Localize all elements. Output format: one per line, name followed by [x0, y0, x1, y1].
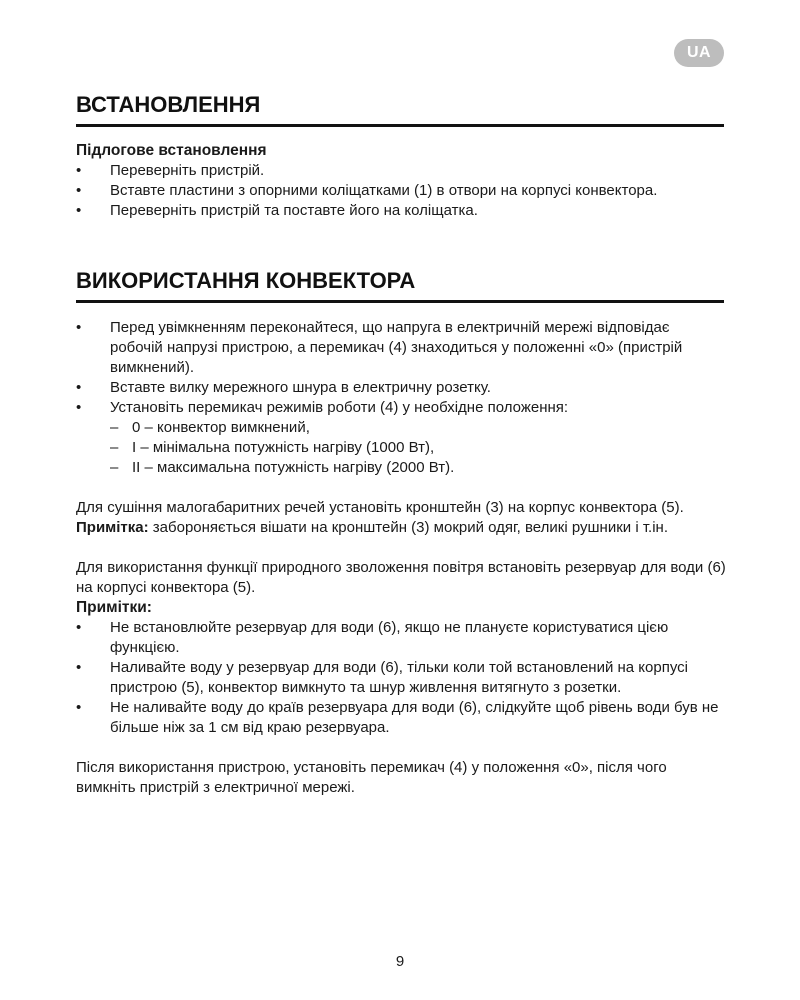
- list-item: • Переверніть пристрій.: [76, 162, 265, 179]
- list-item: • Перед увімкненням переконайтеся, що напруга в електричній мережі відповідає робочій напрузі пристрою, а перемикач (4) знаходиться у положенні «0» (пристрій вимкнений).: [76, 319, 683, 376]
- list-item-text: Переверніть пристрій та поставте його на коліщатка.: [110, 202, 478, 219]
- mode-text: 0 – конвектор вимкнений,: [132, 419, 310, 436]
- subsection-title-floor: Підлогове встановлення: [76, 142, 267, 159]
- paragraph-after-use: Після використання пристрою, установіть перемикач (4) у положення «0», після чого вимкніть пристрій з електричної мережі.: [76, 759, 667, 796]
- language-badge: UA: [674, 39, 724, 67]
- paragraph-bracket: Для сушіння малогабаритних речей установіть кронштейн (3) на корпус конвектора (5).: [76, 499, 684, 516]
- list-item: • Вставте пластини з опорними коліщатками (1) в отвори на корпусі конвектора.: [76, 182, 658, 199]
- section-title-installation: ВСТАНОВЛЕННЯ: [76, 92, 724, 127]
- mode-item: – II – максимальна потужність нагріву (2000 Вт).: [110, 459, 455, 476]
- list-item-text: Не наливайте воду до країв резервуара для води (6), слідкуйте щоб рівень води був не більше ніж за 1 см від краю резервуара.: [110, 699, 719, 736]
- list-item-text: Вставте вилку мережного шнура в електричну розетку.: [110, 379, 491, 396]
- list-item: • Вставте вилку мережного шнура в електричну розетку.: [76, 379, 491, 396]
- note-text: забороняється вішати на кронштейн (3) мокрий одяг, великі рушники і т.ін.: [148, 519, 668, 536]
- mode-item: – 0 – конвектор вимкнений,: [110, 419, 310, 436]
- list-item-text: Вставте пластини з опорними коліщатками (1) в отвори на корпусі конвектора.: [110, 182, 658, 199]
- list-item: • Не наливайте воду до країв резервуара для води (6), слідкуйте щоб рівень води був не більше ніж за 1 см від краю резервуара.: [76, 699, 719, 736]
- installation-section: [76, 141, 726, 221]
- list-item: • Переверніть пристрій та поставте його на коліщатка.: [76, 202, 478, 219]
- notes-label: Примітки:: [76, 599, 152, 616]
- list-item: • Установіть перемикач режимів роботи (4) у необхідне положення:: [76, 399, 569, 416]
- mode-text: II – максимальна потужність нагріву (2000 Вт).: [132, 459, 455, 476]
- usage-section: [76, 318, 726, 798]
- paragraph-humidifier: Для використання функції природного зволоження повітря встановіть резервуар для води (6) на корпусі конвектора (5).: [76, 559, 726, 596]
- list-item-text: Наливайте воду у резервуар для води (6), тільки коли той встановлений на корпусі пристрою (5), конвектор вимкнуто та шнур живлення витягнуто з розетки.: [110, 659, 688, 696]
- page-number: 9: [395, 953, 405, 970]
- mode-text: I – мінімальна потужність нагріву (1000 Вт),: [132, 439, 435, 456]
- list-item: • Не встановлюйте резервуар для води (6), якщо не плануєте користуватися цією функцією.: [76, 619, 669, 656]
- mode-item: – I – мінімальна потужність нагріву (1000 Вт),: [110, 439, 435, 456]
- note-paragraph: [76, 518, 726, 538]
- list-item-text: Установіть перемикач режимів роботи (4) у необхідне положення:: [110, 399, 569, 416]
- note-label: Примітка:: [76, 519, 149, 536]
- list-item-text: Переверніть пристрій.: [110, 162, 265, 179]
- section-title-usage: ВИКОРИСТАННЯ КОНВЕКТОРА: [76, 268, 724, 303]
- list-item-text: Перед увімкненням переконайтеся, що напруга в електричній мережі відповідає робочій напрузі пристрою, а перемикач (4) знаходиться у положенні «0» (пристрій вимкнений).: [110, 319, 683, 376]
- list-item: • Наливайте воду у резервуар для води (6), тільки коли той встановлений на корпусі пристрою (5), конвектор вимкнуто та шнур живлення витягнуто з розетки.: [76, 659, 688, 696]
- list-item-text: Не встановлюйте резервуар для води (6), якщо не плануєте користуватися цією функцією.: [110, 619, 669, 656]
